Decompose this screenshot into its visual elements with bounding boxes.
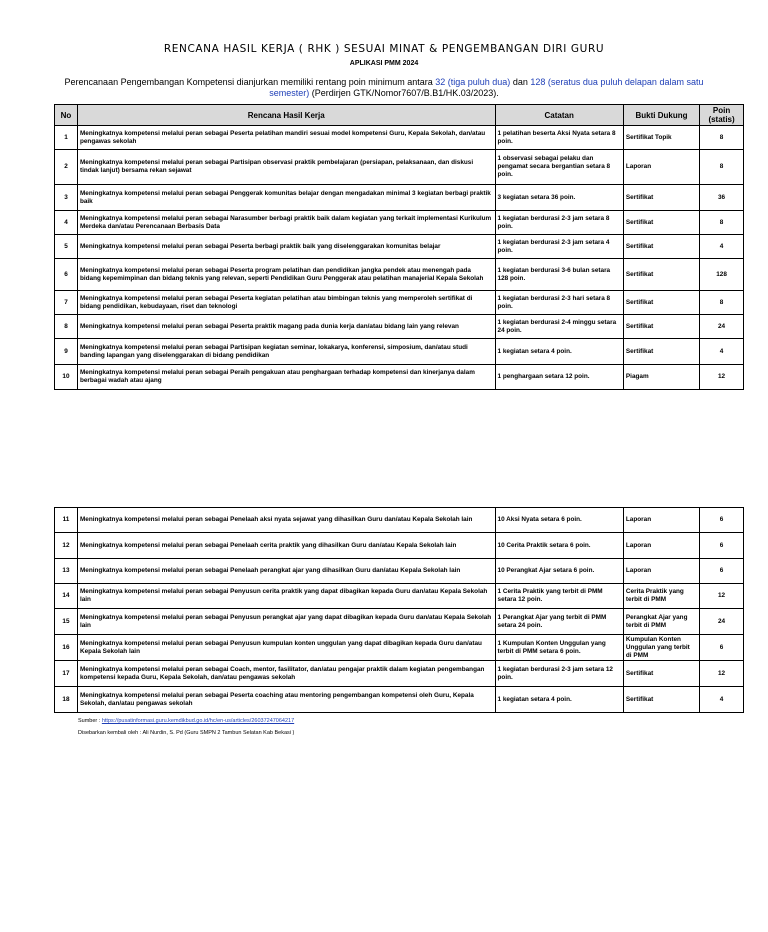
cell-bukti: Sertifikat Topik bbox=[623, 126, 699, 150]
intro-text-mid: dan bbox=[510, 77, 531, 87]
cell-bukti: Sertifikat bbox=[623, 185, 699, 211]
cell-catatan: 10 Perangkat Ajar setara 6 poin. bbox=[495, 559, 623, 584]
table-row bbox=[55, 185, 744, 211]
cell-poin: 6 bbox=[700, 508, 744, 533]
table-row bbox=[55, 339, 744, 365]
table-row bbox=[55, 150, 744, 185]
cell-bukti: Perangkat Ajar yang terbit di PMM bbox=[623, 609, 699, 635]
cell-bukti: Sertifikat bbox=[623, 315, 699, 339]
cell-poin: 8 bbox=[700, 126, 744, 150]
cell-no: 18 bbox=[55, 687, 78, 713]
cell-catatan: 1 pelatihan beserta Aksi Nyata setara 8 poin. bbox=[495, 126, 623, 150]
cell-no: 11 bbox=[55, 508, 78, 533]
header-rhk: Rencana Hasil Kerja bbox=[77, 105, 495, 126]
cell-poin: 36 bbox=[700, 185, 744, 211]
cell-no: 2 bbox=[55, 150, 78, 185]
cell-rhk: Meningkatnya kompetensi melalui peran sebagai Penyusun cerita praktik yang dapat dibagikan kepada Guru dan/atau Kepala Sekolah lain bbox=[77, 584, 495, 609]
cell-poin: 4 bbox=[700, 687, 744, 713]
cell-poin: 12 bbox=[700, 365, 744, 390]
cell-bukti: Sertifikat bbox=[623, 339, 699, 365]
cell-poin: 8 bbox=[700, 211, 744, 235]
cell-poin: 6 bbox=[700, 559, 744, 584]
document-title: RENCANA HASIL KERJA ( RHK ) SESUAI MINAT & PENGEMBANGAN DIRI GURU bbox=[163, 43, 605, 55]
cell-bukti: Sertifikat bbox=[623, 211, 699, 235]
cell-bukti: Laporan bbox=[623, 533, 699, 559]
cell-catatan: 1 kegiatan berdurasi 2-3 hari setara 8 poin. bbox=[495, 291, 623, 315]
intro-paragraph bbox=[48, 77, 720, 99]
cell-catatan: 10 Cerita Praktik setara 6 poin. bbox=[495, 533, 623, 559]
cell-rhk: Meningkatnya kompetensi melalui peran sebagai Penelaah cerita praktik yang dihasilkan Guru dan/atau Kepala Sekolah lain bbox=[77, 533, 495, 559]
table-row bbox=[55, 291, 744, 315]
cell-bukti: Piagam bbox=[623, 365, 699, 390]
cell-rhk: Meningkatnya kompetensi melalui peran sebagai Partisipan kegiatan seminar, lokakarya, konferensi, simposium, dan/atau studi banding lapangan yang diselenggarakan di bidang pendidikan bbox=[77, 339, 495, 365]
cell-no: 13 bbox=[55, 559, 78, 584]
table-row bbox=[55, 635, 744, 661]
cell-no: 3 bbox=[55, 185, 78, 211]
cell-bukti: Sertifikat bbox=[623, 235, 699, 259]
cell-poin: 128 bbox=[700, 259, 744, 291]
cell-rhk: Meningkatnya kompetensi melalui peran sebagai Coach, mentor, fasilitator, dan/atau pengajar praktik dalam kegiatan pengembangan kompetensi kepada Guru, Kepala Sekolah, dan/atau pengawas sekolah bbox=[77, 661, 495, 687]
cell-rhk: Meningkatnya kompetensi melalui peran sebagai Peserta praktik magang pada dunia kerja dan/atau bidang lain yang relevan bbox=[77, 315, 495, 339]
cell-catatan: 1 kegiatan setara 4 poin. bbox=[495, 339, 623, 365]
table-row bbox=[55, 365, 744, 390]
document-subtitle: APLIKASI PMM 2024 bbox=[349, 60, 419, 67]
cell-poin: 8 bbox=[700, 291, 744, 315]
header-no: No bbox=[55, 105, 78, 126]
cell-poin: 6 bbox=[700, 635, 744, 661]
table-row bbox=[55, 508, 744, 533]
cell-no: 1 bbox=[55, 126, 78, 150]
source-label: Sumber : bbox=[78, 718, 102, 724]
cell-bukti: Sertifikat bbox=[623, 687, 699, 713]
cell-rhk: Meningkatnya kompetensi melalui peran sebagai Penyusun perangkat ajar yang dapat dibagikan kepada Guru dan/atau Kepala Sekolah lain bbox=[77, 609, 495, 635]
table-row bbox=[55, 235, 744, 259]
cell-no: 7 bbox=[55, 291, 78, 315]
cell-no: 16 bbox=[55, 635, 78, 661]
cell-poin: 6 bbox=[700, 533, 744, 559]
cell-rhk: Meningkatnya kompetensi melalui peran sebagai Penyusun kumpulan konten unggulan yang dapat dibagikan kepada Guru dan/atau Kepala Sekolah lain bbox=[77, 635, 495, 661]
intro-min-points: 32 (tiga puluh dua) bbox=[435, 77, 511, 87]
cell-catatan: 3 kegiatan setara 36 poin. bbox=[495, 185, 623, 211]
cell-catatan: 1 observasi sebagai pelaku dan pengamat secara bergantian setara 8 poin. bbox=[495, 150, 623, 185]
cell-rhk: Meningkatnya kompetensi melalui peran sebagai Penelaah aksi nyata sejawat yang dihasilkan Guru dan/atau Kepala Sekolah lain bbox=[77, 508, 495, 533]
header-catatan: Catatan bbox=[495, 105, 623, 126]
cell-rhk: Meningkatnya kompetensi melalui peran sebagai Peraih pengakuan atau penghargaan terhadap kompetensi dan kinerjanya dalam berbagai wadah atau ajang bbox=[77, 365, 495, 390]
cell-rhk: Meningkatnya kompetensi melalui peran sebagai Peserta coaching atau mentoring pengembangan kompetensi oleh Guru, Kepala Sekolah, dan/atau pengawas sekolah bbox=[77, 687, 495, 713]
source-line bbox=[78, 718, 294, 725]
cell-bukti: Kumpulan Konten Unggulan yang terbit di PMM bbox=[623, 635, 699, 661]
cell-rhk: Meningkatnya kompetensi melalui peran sebagai Peserta kegiatan pelatihan atau bimbingan teknis yang memperoleh sertifikat di bidang pendidikan, kebudayaan, riset dan teknologi bbox=[77, 291, 495, 315]
cell-poin: 12 bbox=[700, 661, 744, 687]
cell-no: 14 bbox=[55, 584, 78, 609]
cell-bukti: Laporan bbox=[623, 559, 699, 584]
intro-text-before: Perencanaan Pengembangan Kompetensi dianjurkan memiliki rentang poin minimum antara bbox=[64, 77, 436, 87]
header-poin: Poin (statis) bbox=[700, 105, 744, 126]
cell-rhk: Meningkatnya kompetensi melalui peran sebagai Narasumber berbagi praktik baik dalam kegiatan yang terkait implementasi Kurikulum Merdeka dan/atau Perencanaan Berbasis Data bbox=[77, 211, 495, 235]
table-row bbox=[55, 559, 744, 584]
distributed-by: Disebarkan kembali oleh : Ali Nurdin, S. Pd (Guru SMPN 2 Tambun Selatan Kab Bekasi ) bbox=[78, 730, 295, 736]
source-link[interactable]: https://pusatinformasi.guru.kemdikbud.go.id/hc/en-us/articles/26037247064217 bbox=[101, 718, 295, 724]
cell-catatan: 1 penghargaan setara 12 poin. bbox=[495, 365, 623, 390]
cell-catatan: 1 kegiatan berdurasi 2-3 jam setara 8 poin. bbox=[495, 211, 623, 235]
cell-no: 6 bbox=[55, 259, 78, 291]
cell-bukti: Sertifikat bbox=[623, 259, 699, 291]
cell-catatan: 10 Aksi Nyata setara 6 poin. bbox=[495, 508, 623, 533]
cell-poin: 4 bbox=[700, 339, 744, 365]
cell-bukti: Cerita Praktik yang terbit di PMM bbox=[623, 584, 699, 609]
cell-poin: 24 bbox=[700, 609, 744, 635]
cell-no: 4 bbox=[55, 211, 78, 235]
cell-bukti: Sertifikat bbox=[623, 291, 699, 315]
cell-catatan: 1 kegiatan berdurasi 2-3 jam setara 12 poin. bbox=[495, 661, 623, 687]
cell-catatan: 1 kegiatan berdurasi 2-3 jam setara 4 poin. bbox=[495, 235, 623, 259]
intro-max-points: 128 (seratus dua puluh delapan dalam satu semester) bbox=[269, 77, 704, 98]
table-row bbox=[55, 687, 744, 713]
table-row bbox=[55, 609, 744, 635]
table-row bbox=[55, 259, 744, 291]
table-row bbox=[55, 211, 744, 235]
table-row bbox=[55, 126, 744, 150]
table-header-row bbox=[55, 105, 744, 126]
cell-rhk: Meningkatnya kompetensi melalui peran sebagai Peserta berbagi praktik baik yang diselenggarakan komunitas belajar bbox=[77, 235, 495, 259]
cell-bukti: Laporan bbox=[623, 508, 699, 533]
table-row bbox=[55, 661, 744, 687]
cell-rhk: Meningkatnya kompetensi melalui peran sebagai Penggerak komunitas belajar dengan mengadakan minimal 3 kegiatan berbagi praktik baik bbox=[77, 185, 495, 211]
cell-catatan: 1 kegiatan berdurasi 3-6 bulan setara 128 poin. bbox=[495, 259, 623, 291]
cell-catatan: 1 Kumpulan Konten Unggulan yang terbit di PMM setara 6 poin. bbox=[495, 635, 623, 661]
table-row bbox=[55, 584, 744, 609]
cell-catatan: 1 kegiatan setara 4 poin. bbox=[495, 687, 623, 713]
cell-poin: 4 bbox=[700, 235, 744, 259]
cell-poin: 8 bbox=[700, 150, 744, 185]
cell-bukti: Laporan bbox=[623, 150, 699, 185]
cell-no: 12 bbox=[55, 533, 78, 559]
cell-no: 9 bbox=[55, 339, 78, 365]
cell-no: 17 bbox=[55, 661, 78, 687]
cell-no: 10 bbox=[55, 365, 78, 390]
cell-rhk: Meningkatnya kompetensi melalui peran sebagai Partisipan observasi praktik pembelajaran (persiapan, pelaksanaan, dan diskusi tindak lanjut) bersama rekan sejawat bbox=[77, 150, 495, 185]
header-bukti: Bukti Dukung bbox=[623, 105, 699, 126]
cell-catatan: 1 kegiatan berdurasi 2-4 minggu setara 24 poin. bbox=[495, 315, 623, 339]
table-row bbox=[55, 533, 744, 559]
cell-no: 15 bbox=[55, 609, 78, 635]
cell-no: 5 bbox=[55, 235, 78, 259]
cell-rhk: Meningkatnya kompetensi melalui peran sebagai Penelaah perangkat ajar yang dihasilkan Guru dan/atau Kepala Sekolah lain bbox=[77, 559, 495, 584]
cell-catatan: 1 Perangkat Ajar yang terbit di PMM setara 24 poin. bbox=[495, 609, 623, 635]
rhk-table-part-2 bbox=[54, 507, 744, 713]
cell-catatan: 1 Cerita Praktik yang terbit di PMM setara 12 poin. bbox=[495, 584, 623, 609]
cell-rhk: Meningkatnya kompetensi melalui peran sebagai Peserta program pelatihan dan pendidikan jangka pendek atau menengah pada bidang kepemimpinan dan bidang teknis yang relevan, seperti Pendidikan Guru Penggerak atau pelatihan manajerial Kepala Sekolah bbox=[77, 259, 495, 291]
cell-bukti: Sertifikat bbox=[623, 661, 699, 687]
cell-poin: 24 bbox=[700, 315, 744, 339]
cell-no: 8 bbox=[55, 315, 78, 339]
intro-text-after: (Perdirjen GTK/Nomor7607/B.B1/HK.03/2023). bbox=[309, 88, 499, 98]
cell-poin: 12 bbox=[700, 584, 744, 609]
rhk-table-part-1 bbox=[54, 104, 744, 390]
cell-rhk: Meningkatnya kompetensi melalui peran sebagai Peserta pelatihan mandiri sesuai model kompetensi Guru, Kepala Sekolah, dan/atau pengawas sekolah bbox=[77, 126, 495, 150]
table-row bbox=[55, 315, 744, 339]
